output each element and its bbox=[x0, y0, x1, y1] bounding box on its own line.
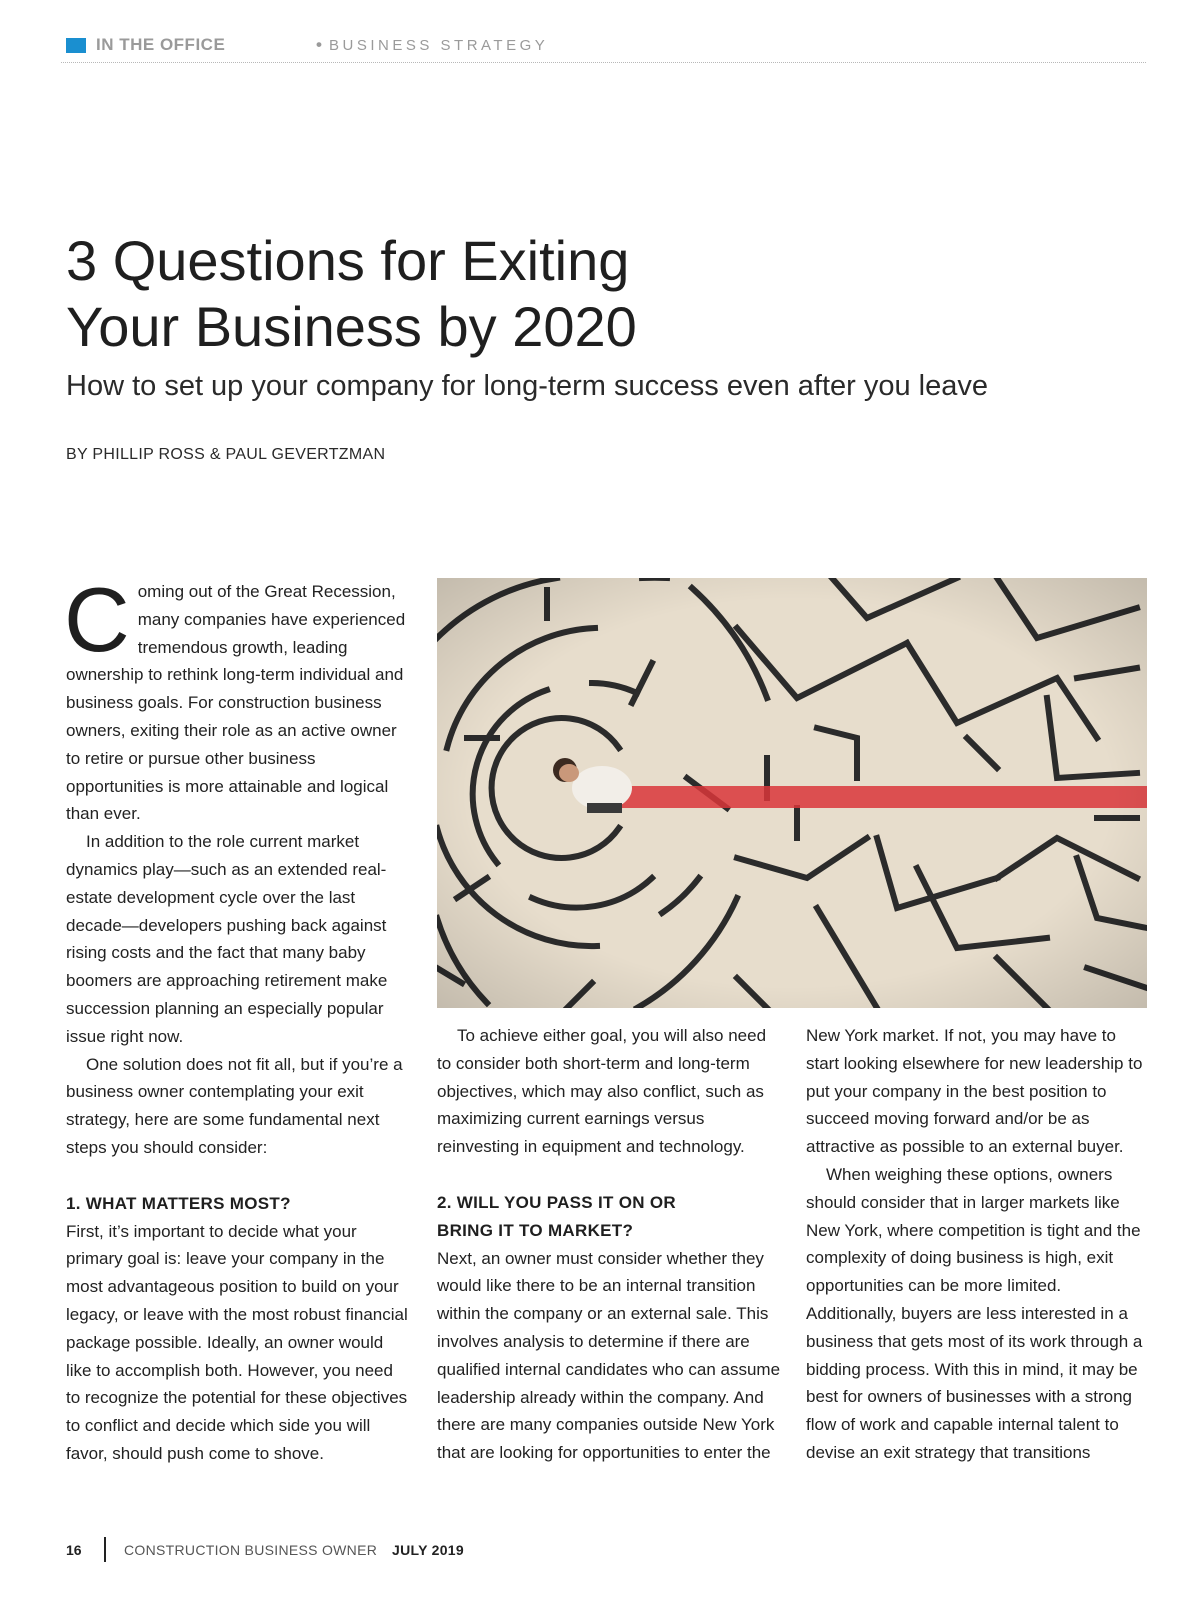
article-title bbox=[66, 228, 1146, 360]
paragraph: In addition to the role current market dynamics play—such as an extended real-estate development cycle over the last decade—developers pushing back against rising costs and the fact that many baby boomers are approaching retirement make succession planning an especially popular issue right now. bbox=[66, 832, 388, 1046]
heading-line-2: BRING IT TO MARKET? bbox=[437, 1220, 634, 1240]
column-3 bbox=[806, 1022, 1151, 1467]
spacer bbox=[66, 1162, 411, 1190]
subsection-label: BUSINESS STRATEGY bbox=[329, 37, 549, 54]
paragraph-intro bbox=[64, 570, 411, 828]
section-separator: • bbox=[316, 35, 322, 54]
title-line-2: Your Business by 2020 bbox=[66, 295, 637, 358]
issue-date: JULY 2019 bbox=[392, 1542, 464, 1558]
section-label: IN THE OFFICE bbox=[96, 35, 226, 54]
header-divider bbox=[61, 62, 1146, 63]
column-1 bbox=[64, 570, 411, 1468]
section-marker-icon bbox=[66, 38, 86, 53]
heading-line-1: 2. WILL YOU PASS IT ON OR bbox=[437, 1192, 676, 1212]
section-heading-2 bbox=[437, 1189, 784, 1245]
section-header bbox=[66, 34, 1146, 62]
page-footer bbox=[66, 1537, 766, 1563]
paragraph: First, it’s important to decide what your primary goal is: leave your company in the most advantageous position to build on your legacy, or leave with the most robust financial package possible. Ideally, an owner would like to accomplish both. However, you need to recognize the potential for these objectives to conflict and decide which side you will favor, should push come to shove. bbox=[66, 1221, 408, 1463]
paragraph-text: oming out of the Great Recession, many companies have experienced tremendous growth, leading ownership to rethink long-term individual and business goals. For construction business owners, exiting their role as an active owner to retire or pursue other business opportunities is more attainable and logical than ever. bbox=[66, 582, 406, 824]
footer-divider bbox=[104, 1537, 106, 1562]
maze-photo-icon bbox=[437, 578, 1147, 1008]
title-line-1: 3 Questions for Exiting bbox=[66, 229, 630, 292]
spacer bbox=[437, 1161, 784, 1189]
paragraph: To achieve either goal, you will also need to consider both short-term and long-term objectives, which may also conflict, such as maximizing current earnings versus reinvesting in equipment and technology. bbox=[437, 1026, 767, 1157]
article-byline: BY PHILLIP ROSS & PAUL GEVERTZMAN bbox=[66, 446, 386, 463]
paragraph: When weighing these options, owners should consider that in larger markets like New York, where competition is tight and the complexity of doing business is high, exit opportunities can be more limited. Additionally, buyers are less interested in a business that gets most of its work through a bidding process. With this in mind, it may be best for owners of businesses with a strong flow of work and capable internal talent to devise an exit strategy that transitions bbox=[806, 1164, 1143, 1462]
publication-name: CONSTRUCTION BUSINESS OWNER bbox=[124, 1542, 378, 1558]
article-subtitle: How to set up your company for long-term success even after you leave bbox=[66, 370, 988, 402]
section-heading-1: 1. WHAT MATTERS MOST? bbox=[66, 1193, 291, 1213]
paragraph: New York market. If not, you may have to start looking elsewhere for new leadership to put your company in the best position to succeed moving forward and/or be as attractive as possible to an external buyer. bbox=[806, 1026, 1143, 1157]
maze-photo bbox=[437, 578, 1147, 1008]
column-2 bbox=[437, 1022, 784, 1467]
paragraph: One solution does not fit all, but if you’re a business owner contemplating your exit strategy, here are some fundamental next steps you should consider: bbox=[66, 1054, 403, 1157]
drop-cap: C bbox=[64, 570, 130, 671]
page-number: 16 bbox=[66, 1542, 82, 1558]
paragraph: Next, an owner must consider whether they would like there to be an internal transition within the company or an external sale. This involves analysis to determine if there are qualified internal candidates who can assume leadership already within the company. And there are many companies outside New York that are looking for opportunities to enter the bbox=[437, 1248, 781, 1463]
